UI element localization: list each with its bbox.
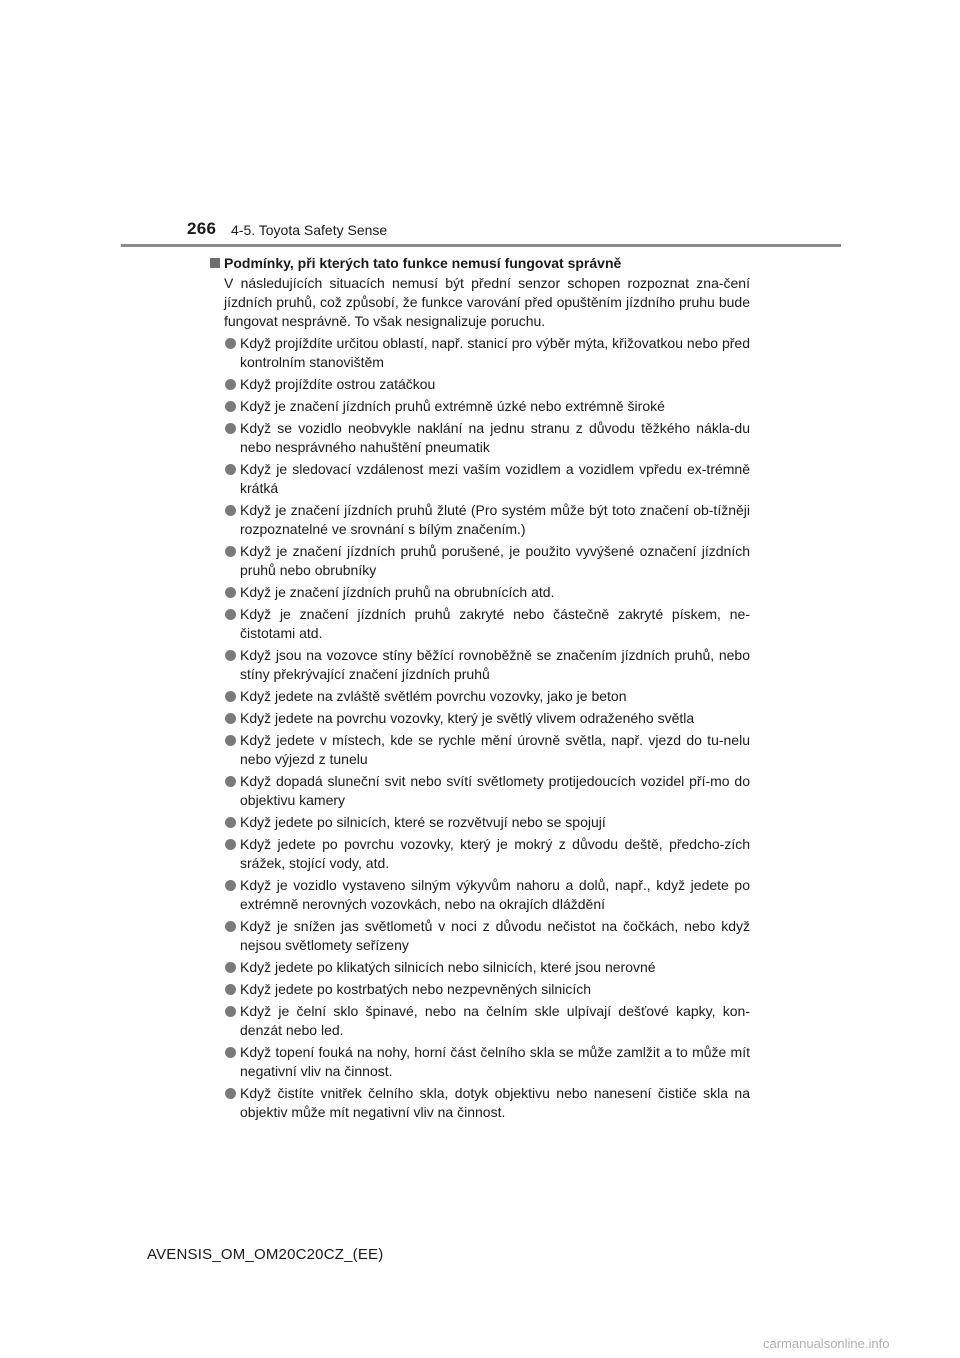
round-bullet-icon [225,505,236,516]
round-bullet-icon [225,984,236,995]
list-item-text: Když je značení jízdních pruhů extrémně úzké nebo extrémně široké [240,398,665,414]
round-bullet-icon [225,713,236,724]
intro-paragraph: V následujících situacích nemusí být přední senzor schopen rozpoznat zna-čení jízdních pruhů, což způsobí, že funkce varování před opuštěním jízdního pruhu bude fungovat nesprávně. To však nesignalizuje poruchu. [224,275,750,329]
list-item [210,917,750,955]
list-item-text: Když projíždíte určitou oblastí, např. stanicí pro výběr mýta, křižovatkou nebo před kontrolním stanovištěm [240,335,750,370]
list-item-text: Když jedete po povrchu vozovky, který je mokrý z důvodu deště, předcho-zích srážek, stojící vody, atd. [240,836,750,871]
round-bullet-icon [225,338,236,349]
round-bullet-icon [225,1088,236,1099]
list-item [210,397,750,416]
round-bullet-icon [225,839,236,850]
round-bullet-icon [225,735,236,746]
list-item-text: Když je vozidlo vystaveno silným výkyvům nahoru a dolů, např., když jedete po extrémně nerovných vozovkách, nebo na okrajích dláždění [240,877,750,912]
list-item-text: Když jedete na zvláště světlém povrchu vozovky, jako je beton [240,688,627,704]
document-code: AVENSIS_OM_OM20C20CZ_(EE) [147,1246,384,1263]
list-item-text: Když jedete po klikatých silnicích nebo silnicích, které jsou nerovné [240,959,656,975]
round-bullet-icon [225,546,236,557]
list-item [210,1043,750,1081]
main-content [210,254,750,1125]
round-bullet-icon [225,817,236,828]
round-bullet-icon [225,921,236,932]
list-item [210,419,750,457]
round-bullet-icon [225,691,236,702]
list-item-text: Když je značení jízdních pruhů zakryté nebo částečně zakryté pískem, ne-čistotami atd. [240,606,750,641]
list-item [210,646,750,684]
list-item-text: Když dopadá sluneční svit nebo svítí světlomety protijedoucích vozidel pří-mo do objektivu kamery [240,773,750,808]
list-item-text: Když topení fouká na nohy, horní část čelního skla se může zamlžit a to může mít negativní vliv na činnost. [240,1044,750,1079]
list-item-text: Když je sledovací vzdálenost mezi vaším vozidlem a vozidlem vpředu ex-trémně krátká [240,461,750,496]
round-bullet-icon [225,650,236,661]
list-item-text: Když jedete v místech, kde se rychle mění úrovně světla, např. vjezd do tu-nelu nebo výjezd z tunelu [240,732,750,767]
round-bullet-icon [225,880,236,891]
round-bullet-icon [225,379,236,390]
list-item [210,772,750,810]
list-item [210,876,750,914]
page-number: 266 [187,219,217,238]
list-item-text: Když jedete na povrchu vozovky, který je světlý vlivem odraženého světla [240,710,695,726]
list-item [210,1002,750,1040]
list-item [210,835,750,873]
header-divider [121,244,841,247]
list-item [210,583,750,602]
list-item-text: Když jedete po silnicích, které se rozvětvují nebo se spojují [240,814,606,830]
condition-list [210,334,750,1122]
list-item [210,709,750,728]
round-bullet-icon [225,776,236,787]
list-item [210,501,750,539]
list-item [210,605,750,643]
list-item-text: Když jedete po kostrbatých nebo nezpevněných silnicích [240,981,591,997]
list-item-text: Když je značení jízdních pruhů na obrubnících atd. [240,584,555,600]
round-bullet-icon [225,401,236,412]
list-item-text: Když je značení jízdních pruhů žluté (Pro systém může být toto značení ob-tížněji rozpoznatelné ve srovnání s bílým značením.) [240,502,750,537]
watermark: carmanualsonline.info [763,1336,890,1351]
list-item-text: Když čistíte vnitřek čelního skla, dotyk objektivu nebo nanesení čističe skla na objektiv může mít negativní vliv na činnost. [240,1085,750,1120]
round-bullet-icon [225,1047,236,1058]
round-bullet-icon [225,423,236,434]
round-bullet-icon [225,962,236,973]
round-bullet-icon [225,587,236,598]
section-title: 4-5. Toyota Safety Sense [231,222,388,238]
round-bullet-icon [225,464,236,475]
list-item-text: Když je značení jízdních pruhů porušené, je použito vyvýšené označení jízdních pruhů nebo obrubníky [240,543,750,578]
section-heading-text: Podmínky, při kterých tato funkce nemusí fungovat správně [224,255,622,271]
list-item [210,460,750,498]
list-item [210,375,750,394]
list-item [210,542,750,580]
round-bullet-icon [225,1006,236,1017]
list-item [210,1084,750,1122]
square-bullet-icon [210,258,220,268]
list-item-text: Když se vozidlo neobvykle naklání na jednu stranu z důvodu těžkého nákla-du nebo nesprávného nahuštění pneumatik [240,420,750,455]
list-item [210,687,750,706]
list-item-text: Když jsou na vozovce stíny běžící rovnoběžně se značením jízdních pruhů, nebo stíny překrývající značení jízdních pruhů [240,647,750,682]
list-item-text: Když je čelní sklo špinavé, nebo na čelním skle ulpívají dešťové kapky, kon-denzát nebo led. [240,1003,750,1038]
list-item [210,813,750,832]
list-item [210,980,750,999]
list-item [210,958,750,977]
list-item [210,731,750,769]
round-bullet-icon [225,609,236,620]
section-heading [210,254,750,273]
list-item-text: Když projíždíte ostrou zatáčkou [240,376,436,392]
list-item [210,334,750,372]
list-item-text: Když je snížen jas světlometů v noci z důvodu nečistot na čočkách, nebo když nejsou světlomety seřízeny [240,918,750,953]
